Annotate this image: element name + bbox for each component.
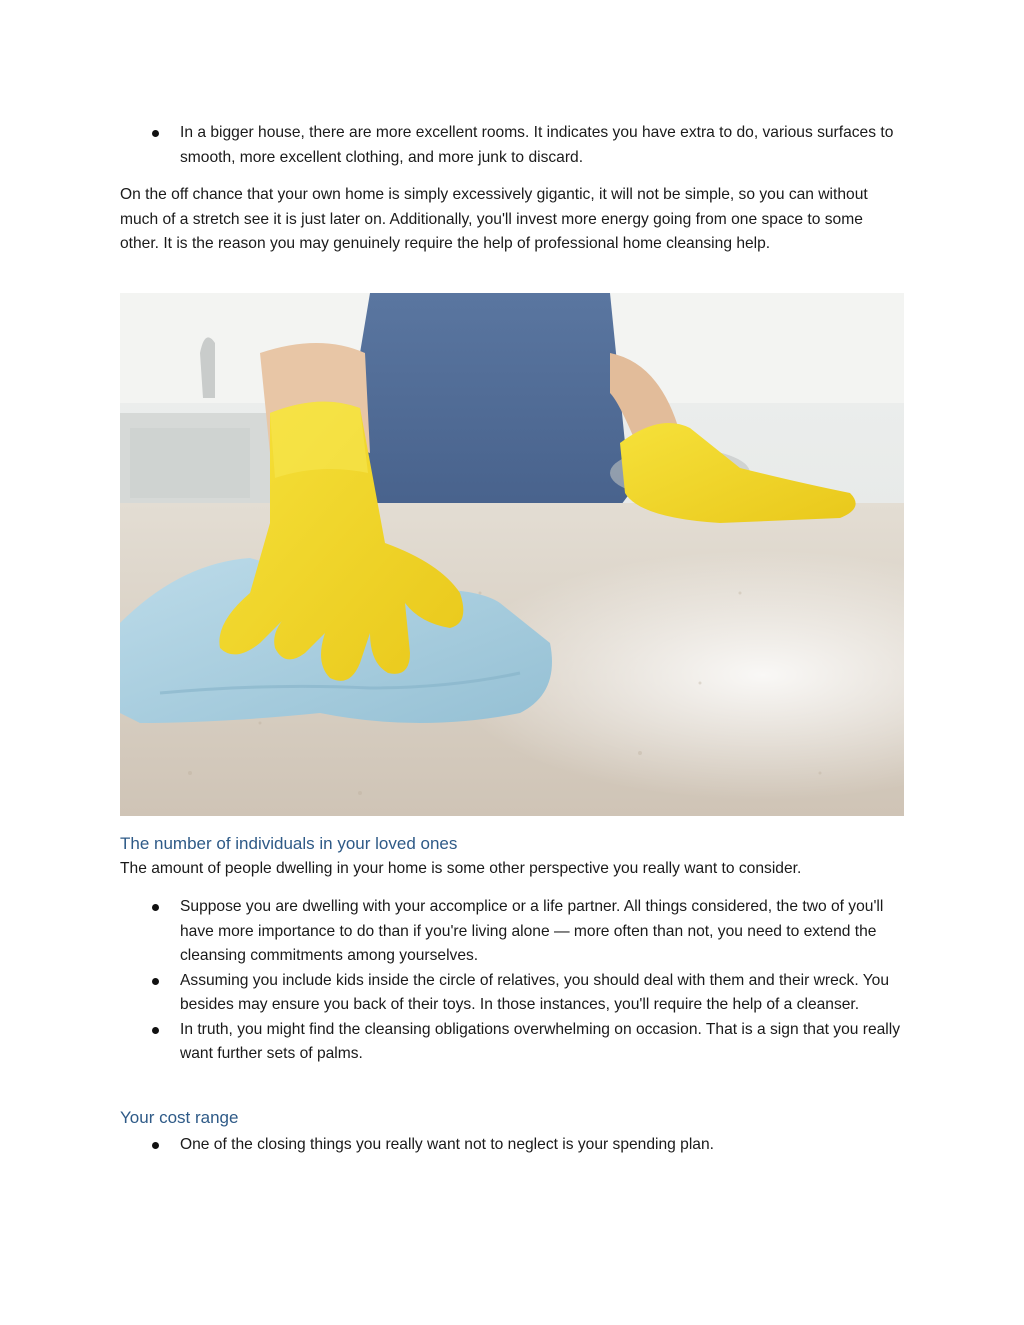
list-item	[120, 121, 904, 170]
section-heading-family: The number of individuals in your loved ones	[120, 834, 458, 853]
cleaning-photo	[120, 293, 904, 816]
list-item-text: In a bigger house, there are more excellent rooms. It indicates you have extra to do, various surfaces to smooth, more excellent clothing, and more junk to discard.	[180, 124, 894, 166]
budget-bullet-list	[120, 1133, 904, 1158]
bullet-icon	[152, 1142, 159, 1149]
list-item	[120, 895, 904, 969]
family-bullet-list	[120, 895, 904, 1067]
bullet-icon	[152, 904, 159, 911]
list-item-text: In truth, you might find the cleansing obligations overwhelming on occasion. That is a sign that you really want further sets of palms.	[180, 1020, 901, 1062]
intro-bullet-list	[120, 121, 904, 170]
bullet-icon	[152, 130, 159, 137]
list-item-text: Assuming you include kids inside the circle of relatives, you should deal with them and their wreck. You besides may ensure you back of their toys. In those instances, you'll require the help of a cleanser.	[180, 971, 890, 1013]
bullet-icon	[152, 1027, 159, 1034]
list-item-text: One of the closing things you really want not to neglect is your spending plan.	[180, 1136, 714, 1153]
bullet-icon	[152, 978, 159, 985]
list-item	[120, 1133, 904, 1158]
cleaning-photo-icon	[120, 293, 904, 816]
list-item	[120, 1018, 904, 1067]
section-family-intro: The amount of people dwelling in your home is some other perspective you really want to consider.	[120, 860, 802, 877]
list-item-text: Suppose you are dwelling with your accomplice or a life partner. All things considered, the two of you'll have more importance to do than if you're living alone — more often than not, you need to extend the cleansing commitments among yourselves.	[180, 898, 884, 964]
section-heading-budget: Your cost range	[120, 1108, 239, 1127]
intro-paragraph: On the off chance that your own home is simply excessively gigantic, it will not be simple, so you can without much of a stretch see it is just later on. Additionally, you'll invest more energy going from one space to some other. It is the reason you may genuinely require the help of professional home cleansing help.	[120, 186, 868, 252]
list-item	[120, 969, 904, 1018]
